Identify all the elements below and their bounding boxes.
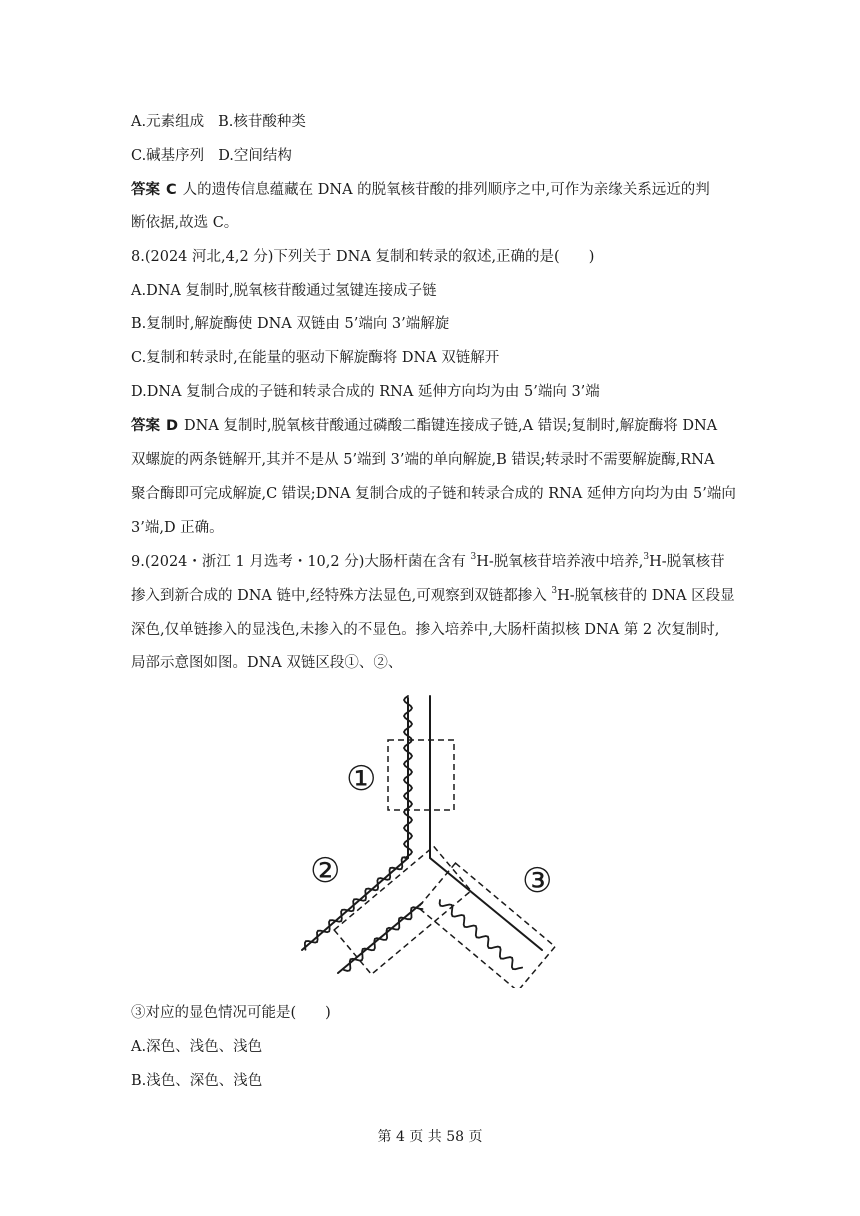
answer-label: 答案: [131, 418, 160, 434]
replication-fork-diagram: [290, 688, 570, 988]
new-strand-lower-right: [440, 900, 522, 969]
q7-option-d: D.空间结构: [218, 148, 292, 164]
q9-stem-line-2: [131, 586, 735, 606]
q7-option-a: A.元素组成: [131, 114, 205, 130]
q9-text: H-脱氧核苷: [649, 554, 725, 570]
page-footer: 第 4 页 共 58 页: [377, 1129, 483, 1145]
q8-option-a: A.DNA 复制时,脱氧核苷酸通过氢键连接成子链: [131, 283, 437, 299]
q9-option-a: A.深色、浅色、浅色: [131, 1039, 263, 1055]
superscript: 3: [643, 552, 650, 562]
q9-stem-line-4: 局部示意图如图。DNA 双链区段①、②、: [131, 655, 403, 671]
q7-options-row-1: [131, 112, 306, 132]
answer-key: D: [166, 418, 179, 434]
q8-answer-line-1: [131, 416, 717, 436]
q9-text: 掺入到新合成的 DNA 链中,经特殊方法显色,可观察到双链都掺入: [131, 588, 552, 604]
superscript: 3: [470, 552, 477, 562]
strand-lower-left-inner-line: [338, 903, 422, 973]
region-label-3: ③: [522, 861, 553, 901]
q8-option-b: B.复制时,解旋酶使 DNA 双链由 5’端向 3’端解旋: [131, 316, 450, 332]
q7-answer-line-1: [131, 180, 710, 200]
q7-options-row-2: [131, 146, 292, 166]
q8-answer-line-4: 3’端,D 正确。: [131, 520, 224, 536]
answer-text: DNA 复制时,脱氧核苷酸通过磷酸二酯键连接成子链,A 错误;复制时,解旋酶将 DNA: [184, 418, 718, 434]
q9-text: H-脱氧核苷培养液中培养,: [476, 554, 644, 570]
parent-strand-left: [302, 698, 408, 950]
q8-answer-line-2: 双螺旋的两条链解开,其并不是从 5’端到 3’端的单向解旋,B 错误;转录时不需要解旋酶,RNA: [131, 452, 715, 468]
answer-key: C: [166, 182, 177, 198]
q9-text: 9.(2024・浙江 1 月选考・10,2 分)大肠杆菌在含有: [131, 554, 471, 570]
region-label-1: ①: [346, 759, 377, 799]
q8-stem: 8.(2024 河北,4,2 分)下列关于 DNA 复制和转录的叙述,正确的是( ): [131, 249, 595, 265]
q9-stem-line-1: [131, 552, 725, 572]
q8-option-c: C.复制和转录时,在能量的驱动下解旋酶将 DNA 双链解开: [131, 350, 500, 366]
q7-answer-line-2: [131, 213, 238, 233]
region-box-1: [388, 740, 454, 810]
q7-option-b: B.核苷酸种类: [218, 114, 306, 130]
q8-option-d: D.DNA 复制合成的子链和转录合成的 RNA 延伸方向均为由 5’端向 3’端: [131, 384, 600, 400]
q9-text: H-脱氧核苷的 DNA 区段显: [557, 588, 735, 604]
region-label-2: ②: [310, 851, 341, 891]
superscript: 3: [551, 586, 558, 596]
answer-text: 人的遗传信息蕴藏在 DNA 的脱氧核苷酸的排列顺序之中,可作为亲缘关系远近的判: [182, 182, 710, 198]
q8-answer-line-3: 聚合酶即可完成解旋,C 错误;DNA 复制合成的子链和转录合成的 RNA 延伸方向均为由 5’端向: [131, 486, 736, 502]
answer-text: 断依据,故选 C。: [131, 215, 239, 231]
answer-label: 答案: [131, 182, 160, 198]
q9-option-b: B.浅色、深色、浅色: [131, 1073, 263, 1089]
q9-stem-line-5: ③对应的显色情况可能是( ): [131, 1005, 331, 1021]
new-strand-lower-left-inner: [344, 907, 423, 971]
q9-stem-line-3: 深色,仅单链掺入的显浅色,未掺入的不显色。掺入培养中,大肠杆菌拟核 DNA 第 2 次复制时,: [131, 622, 720, 638]
q7-option-c: C.碱基序列: [131, 148, 205, 164]
